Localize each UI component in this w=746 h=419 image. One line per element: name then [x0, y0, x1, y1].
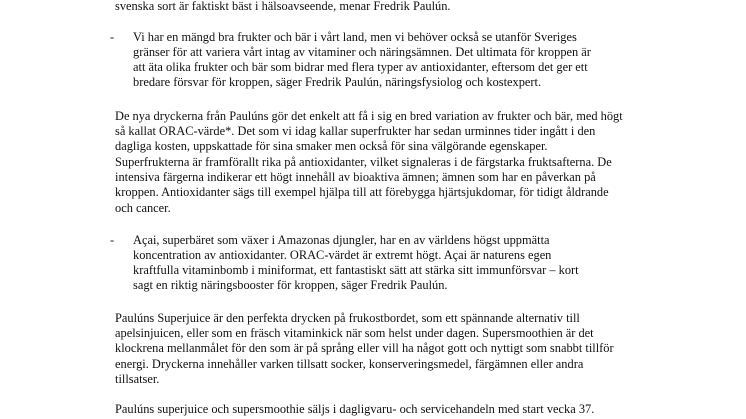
paragraph-line: kroppen. Antioxidanter sägs till exempel hjälpa till att förebygga hjärtsjukdomar, för tidigt åldrande: [115, 185, 609, 199]
quote-line: kraftfulla vitaminbomb i miniformat, ett fantastiskt sätt att stärka sitt immunförsvar – kort: [133, 263, 579, 277]
quote-line: att äta olika frukter och bär som bidrar med flera typer av antioxidanter, eftersom det ger ett: [133, 60, 588, 74]
quote-dash: -: [110, 233, 115, 247]
quote-line: gränser för att variera vårt intag av vitaminer och näringsämnen. Det ultimata för kroppen är: [133, 45, 591, 59]
paragraph-line: så kallat ORAC-värde*. Det som vi idag kallar superfrukter har sedan urminnes tider ingått i den: [115, 124, 596, 138]
quote-line: bredare försvar för kroppen, säger Fredrik Paulún, näringsfysiolog och kostexpert.: [133, 75, 542, 89]
paragraph-line: apelsinjuicen, eller som en fräsch vitaminkick när som helst under dagen. Supersmoothien är det: [115, 326, 594, 340]
quote-line: sagt en riktig näringsbooster för kroppen, säger Fredrik Paulún.: [133, 278, 448, 292]
quote-line: Açai, superbäret som växer i Amazonas djungler, har en av världens högst uppmätta: [133, 233, 550, 247]
paragraph-line: Paulúns Superjuice är den perfekta drycken på frukostbordet, som ett spännande alternativ till: [115, 311, 580, 325]
paragraph-line: intensiva färgerna indikerar ett högt innehåll av bioaktiva ämnen; ämnen som har en påverkan på: [115, 170, 596, 184]
paragraph-line: De nya dryckerna från Paulúns gör det enkelt att få i sig en bred variation av frukter och bär, med högt: [115, 109, 623, 123]
paragraph-line: Superfrukterna är framförallt rika på antioxidanter, vilket signaleras i de färgstarka fruktsafterna. De: [115, 155, 612, 169]
paragraph-continuation-line: svenska sort är faktiskt bäst i hälsoavseende, menar Fredrik Paulún.: [115, 0, 451, 13]
paragraph-line: klockrena mellanmålet för den som är på språng eller vill ha något gott och nyttigt som snabbt tillför: [115, 341, 614, 355]
quote-dash: -: [110, 30, 115, 44]
quote-line: koncentration av antioxidanter. ORAC-värdet är extremt högt. Açai är naturens egen: [133, 248, 552, 262]
paragraph-line: tillsatser.: [115, 372, 160, 386]
paragraph-line: dagliga kosten, uppskattade för sina smaker men också för sina välgörande egenskaper.: [115, 139, 548, 153]
paragraph-line: och cancer.: [115, 201, 171, 215]
quote-line: Vi har en mängd bra frukter och bär i vårt land, men vi behöver också se utanför Sveriges: [133, 30, 577, 44]
paragraph-line: Paulúns superjuice och supersmoothie säljs i dagligvaru- och servicehandeln med start vecka 37.: [115, 402, 595, 416]
paragraph-line: energi. Dryckerna innehåller varken tillsatt socker, konserveringsmedel, färgämnen eller andra: [115, 357, 584, 371]
